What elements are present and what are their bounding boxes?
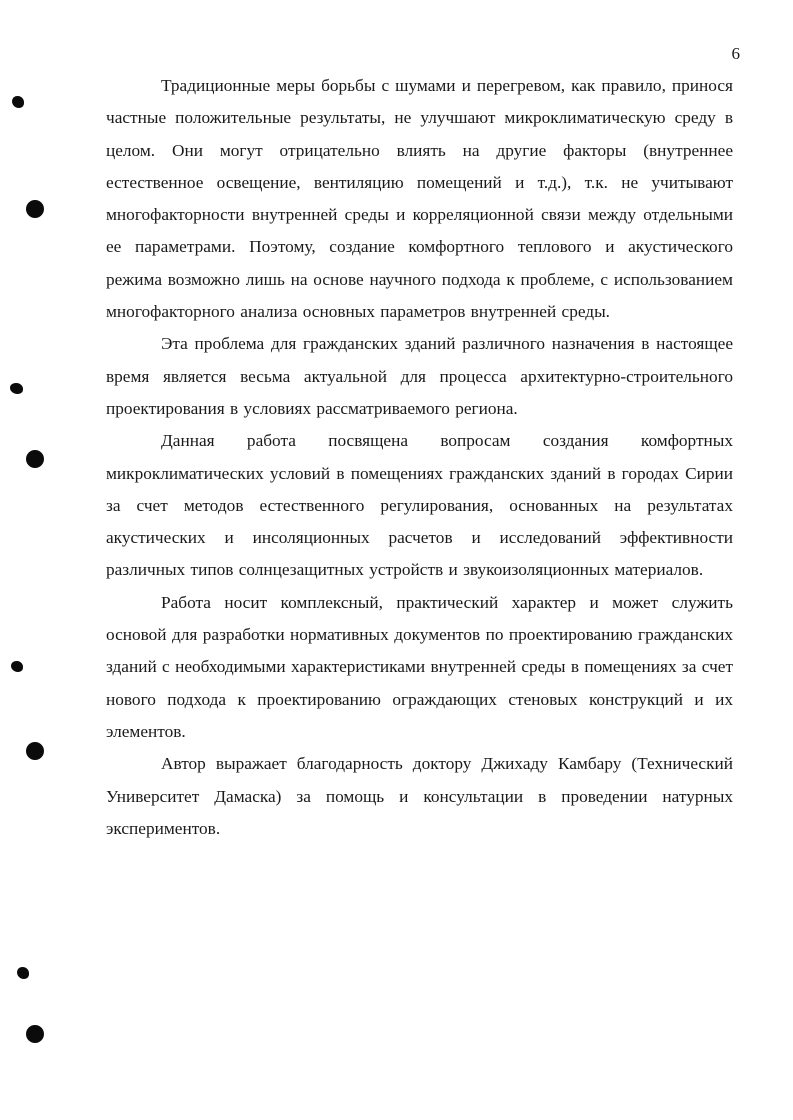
- paragraph-3: Данная работа посвящена вопросам создания комфортных микроклиматических условий в помещениях гражданских зданий в городах Сирии за счет методов естественного регулирования, основанных на результатах акустических и инсоляционных расчетов и исследований эффективности различных типов солнцезащитных устройств и звукоизоляционных материалов.: [106, 431, 733, 580]
- scan-mark: [11, 661, 23, 672]
- punch-hole: [26, 742, 44, 760]
- paragraph-4: Работа носит комплексный, практический характер и может служить основой для разработки нормативных документов по проектированию гражданских зданий с необходимыми характеристиками внутренней среды в помещениях за счет нового подхода к проектированию ограждающих стеновых конструкций и их элементов.: [106, 592, 733, 741]
- paragraph-2: Эта проблема для гражданских зданий различного назначения в настоящее время является весьма актуальной для процесса архитектурно-строительного проектирования в условиях рассматриваемого региона.: [106, 334, 733, 418]
- scan-mark: [12, 96, 24, 108]
- punch-hole: [26, 1025, 44, 1043]
- body-text: [106, 70, 733, 845]
- punch-hole: [26, 450, 44, 468]
- scan-mark: [17, 967, 29, 979]
- paragraph-5: Автор выражает благодарность доктору Джихаду Камбару (Технический Университет Дамаска) за помощь и консультации в проведении натурных экспериментов.: [106, 754, 733, 838]
- paragraph-1: Традиционные меры борьбы с шумами и перегревом, как правило, принося частные положительные результаты, не улучшают микроклиматическую среду в целом. Они могут отрицательно влиять на другие факторы (внутреннее естественное освещение, вентиляцию помещений и т.д.), т.к. не учитывают многофакторности внутренней среды и корреляционной связи между отдельными ее параметрами. Поэтому, создание комфортного теплового и акустического режима возможно лишь на основе научного подхода к проблеме, с использованием многофакторного анализа основных параметров внутренней среды.: [106, 76, 733, 322]
- scan-mark: [10, 383, 23, 394]
- page-number: 6: [731, 44, 740, 63]
- punch-hole: [26, 200, 44, 218]
